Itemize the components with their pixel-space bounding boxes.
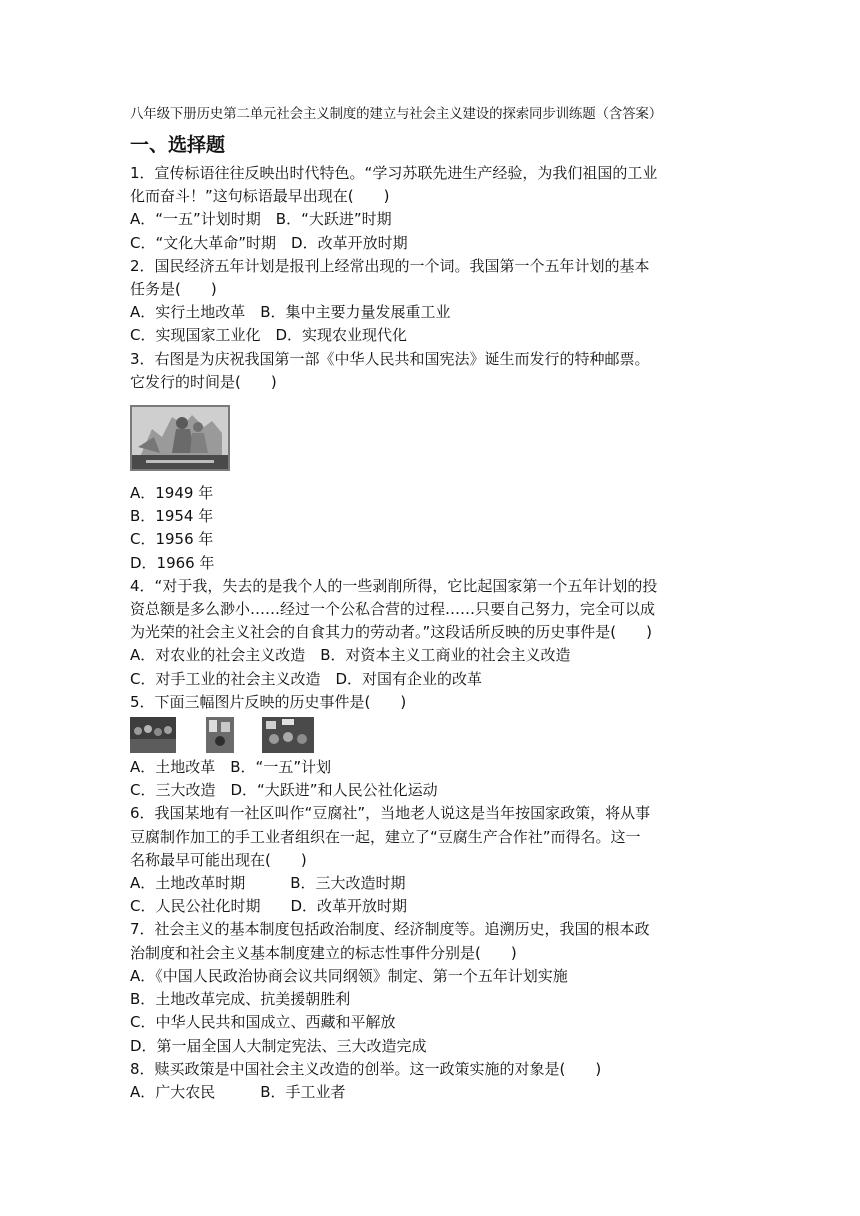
question-5-line-1: 5．下面三幅图片反映的历史事件是( ) — [130, 692, 407, 711]
question-6-options-cd: C．人民公社化时期 D．改革开放时期 — [130, 897, 408, 916]
document-title: 八年级下册历史第二单元社会主义制度的建立与社会主义建设的探索同步训练题（含答案） — [130, 106, 662, 122]
constitution-stamp-image — [130, 405, 230, 471]
question-1-options-ab: A．“一五”计划时期 B．“大跃进”时期 — [130, 210, 392, 229]
question-4-line-3: 为光荣的社会主义社会的自食其力的劳动者。”这段话所反映的历史事件是( ) — [130, 623, 652, 642]
question-2-line-1: 2．国民经济五年计划是报刊上经常出现的一个词。我国第一个五年计划的基本 — [130, 256, 650, 275]
section-heading: 一、选择题 — [130, 134, 226, 156]
question-7-option-b: B．土地改革完成、抗美援朝胜利 — [130, 990, 351, 1009]
question-7-option-d: D．第一届全国人大制定宪法、三大改造完成 — [130, 1036, 427, 1055]
question-3-option-d: D．1966 年 — [130, 553, 215, 572]
question-3-option-c: C．1956 年 — [130, 530, 214, 549]
question-8-options-ab: A．广大农民 B．手工业者 — [130, 1082, 346, 1101]
question-4-line-1: 4．“对于我，失去的是我个人的一些剥削所得，它比起国家第一个五年计划的投 — [130, 576, 658, 595]
question-7-line-1: 7．社会主义的基本制度包括政治制度、经济制度等。追溯历史，我国的根本政 — [130, 920, 650, 939]
question-4-options-cd: C．对手工业的社会主义改造 D．对国有企业的改革 — [130, 669, 483, 688]
question-2-options-ab: A．实行土地改革 B．集中主要力量发展重工业 — [130, 303, 451, 322]
question-3-option-a: A．1949 年 — [130, 484, 214, 503]
question-6-line-1: 6．我国某地有一社区叫作“豆腐社”，当地老人说这是当年按国家政策，将从事 — [130, 804, 651, 823]
question-7-line-2: 治制度和社会主义基本制度建立的标志性事件分别是( ) — [130, 943, 517, 962]
question-3-option-b: B．1954 年 — [130, 507, 214, 526]
question-7-option-c: C．中华人民共和国成立、西藏和平解放 — [130, 1013, 396, 1032]
stamp-image-row — [130, 394, 732, 482]
question-1-line-1: 1．宣传标语往往反映出时代特色。“学习苏联先进生产经验，为我们祖国的工业 — [130, 164, 658, 182]
question-2-line-2: 任务是( ) — [130, 280, 217, 299]
question-4-options-ab: A．对农业的社会主义改造 B．对资本主义工商业的社会主义改造 — [130, 646, 571, 665]
historical-photo-1 — [130, 717, 176, 753]
document-page — [130, 102, 732, 1104]
question-8-line-1: 8．赎买政策是中国社会主义改造的创举。这一政策实施的对象是( ) — [130, 1059, 602, 1078]
question-5-options-ab: A．土地改革 B．“一五”计划 — [130, 758, 332, 777]
question-3-line-2: 它发行的时间是( ) — [130, 372, 277, 391]
question-6-line-2: 豆腐制作加工的手工业者组织在一起，建立了“豆腐生产合作社”而得名。这一 — [130, 827, 641, 846]
stamp-illustration — [132, 407, 228, 469]
historical-photo-3 — [262, 717, 314, 753]
question-6-line-3: 名称最早可能出现在( ) — [130, 850, 307, 869]
question-7-option-a: A．《中国人民政治协商会议共同纲领》制定、第一个五年计划实施 — [130, 966, 568, 985]
question-6-options-ab: A．土地改革时期 B．三大改造时期 — [130, 874, 406, 893]
question-2-options-cd: C．实现国家工业化 D．实现农业现代化 — [130, 326, 408, 345]
question-1-line-2: 化而奋斗！”这句标语最早出现在( ) — [130, 187, 390, 206]
question-4-line-2: 资总额是多么渺小……经过一个公私合营的过程……只要自己努力，完全可以成 — [130, 600, 656, 619]
photo-row — [130, 714, 732, 756]
question-3-line-1: 3．右图是为庆祝我国第一部《中华人民共和国宪法》诞生而发行的特种邮票。 — [130, 349, 650, 368]
question-5-options-cd: C．三大改造 D．“大跃进”和人民公社化运动 — [130, 781, 438, 800]
question-1-options-cd: C．“文化大革命”时期 D．改革开放时期 — [130, 233, 408, 252]
historical-photo-2 — [206, 717, 234, 753]
